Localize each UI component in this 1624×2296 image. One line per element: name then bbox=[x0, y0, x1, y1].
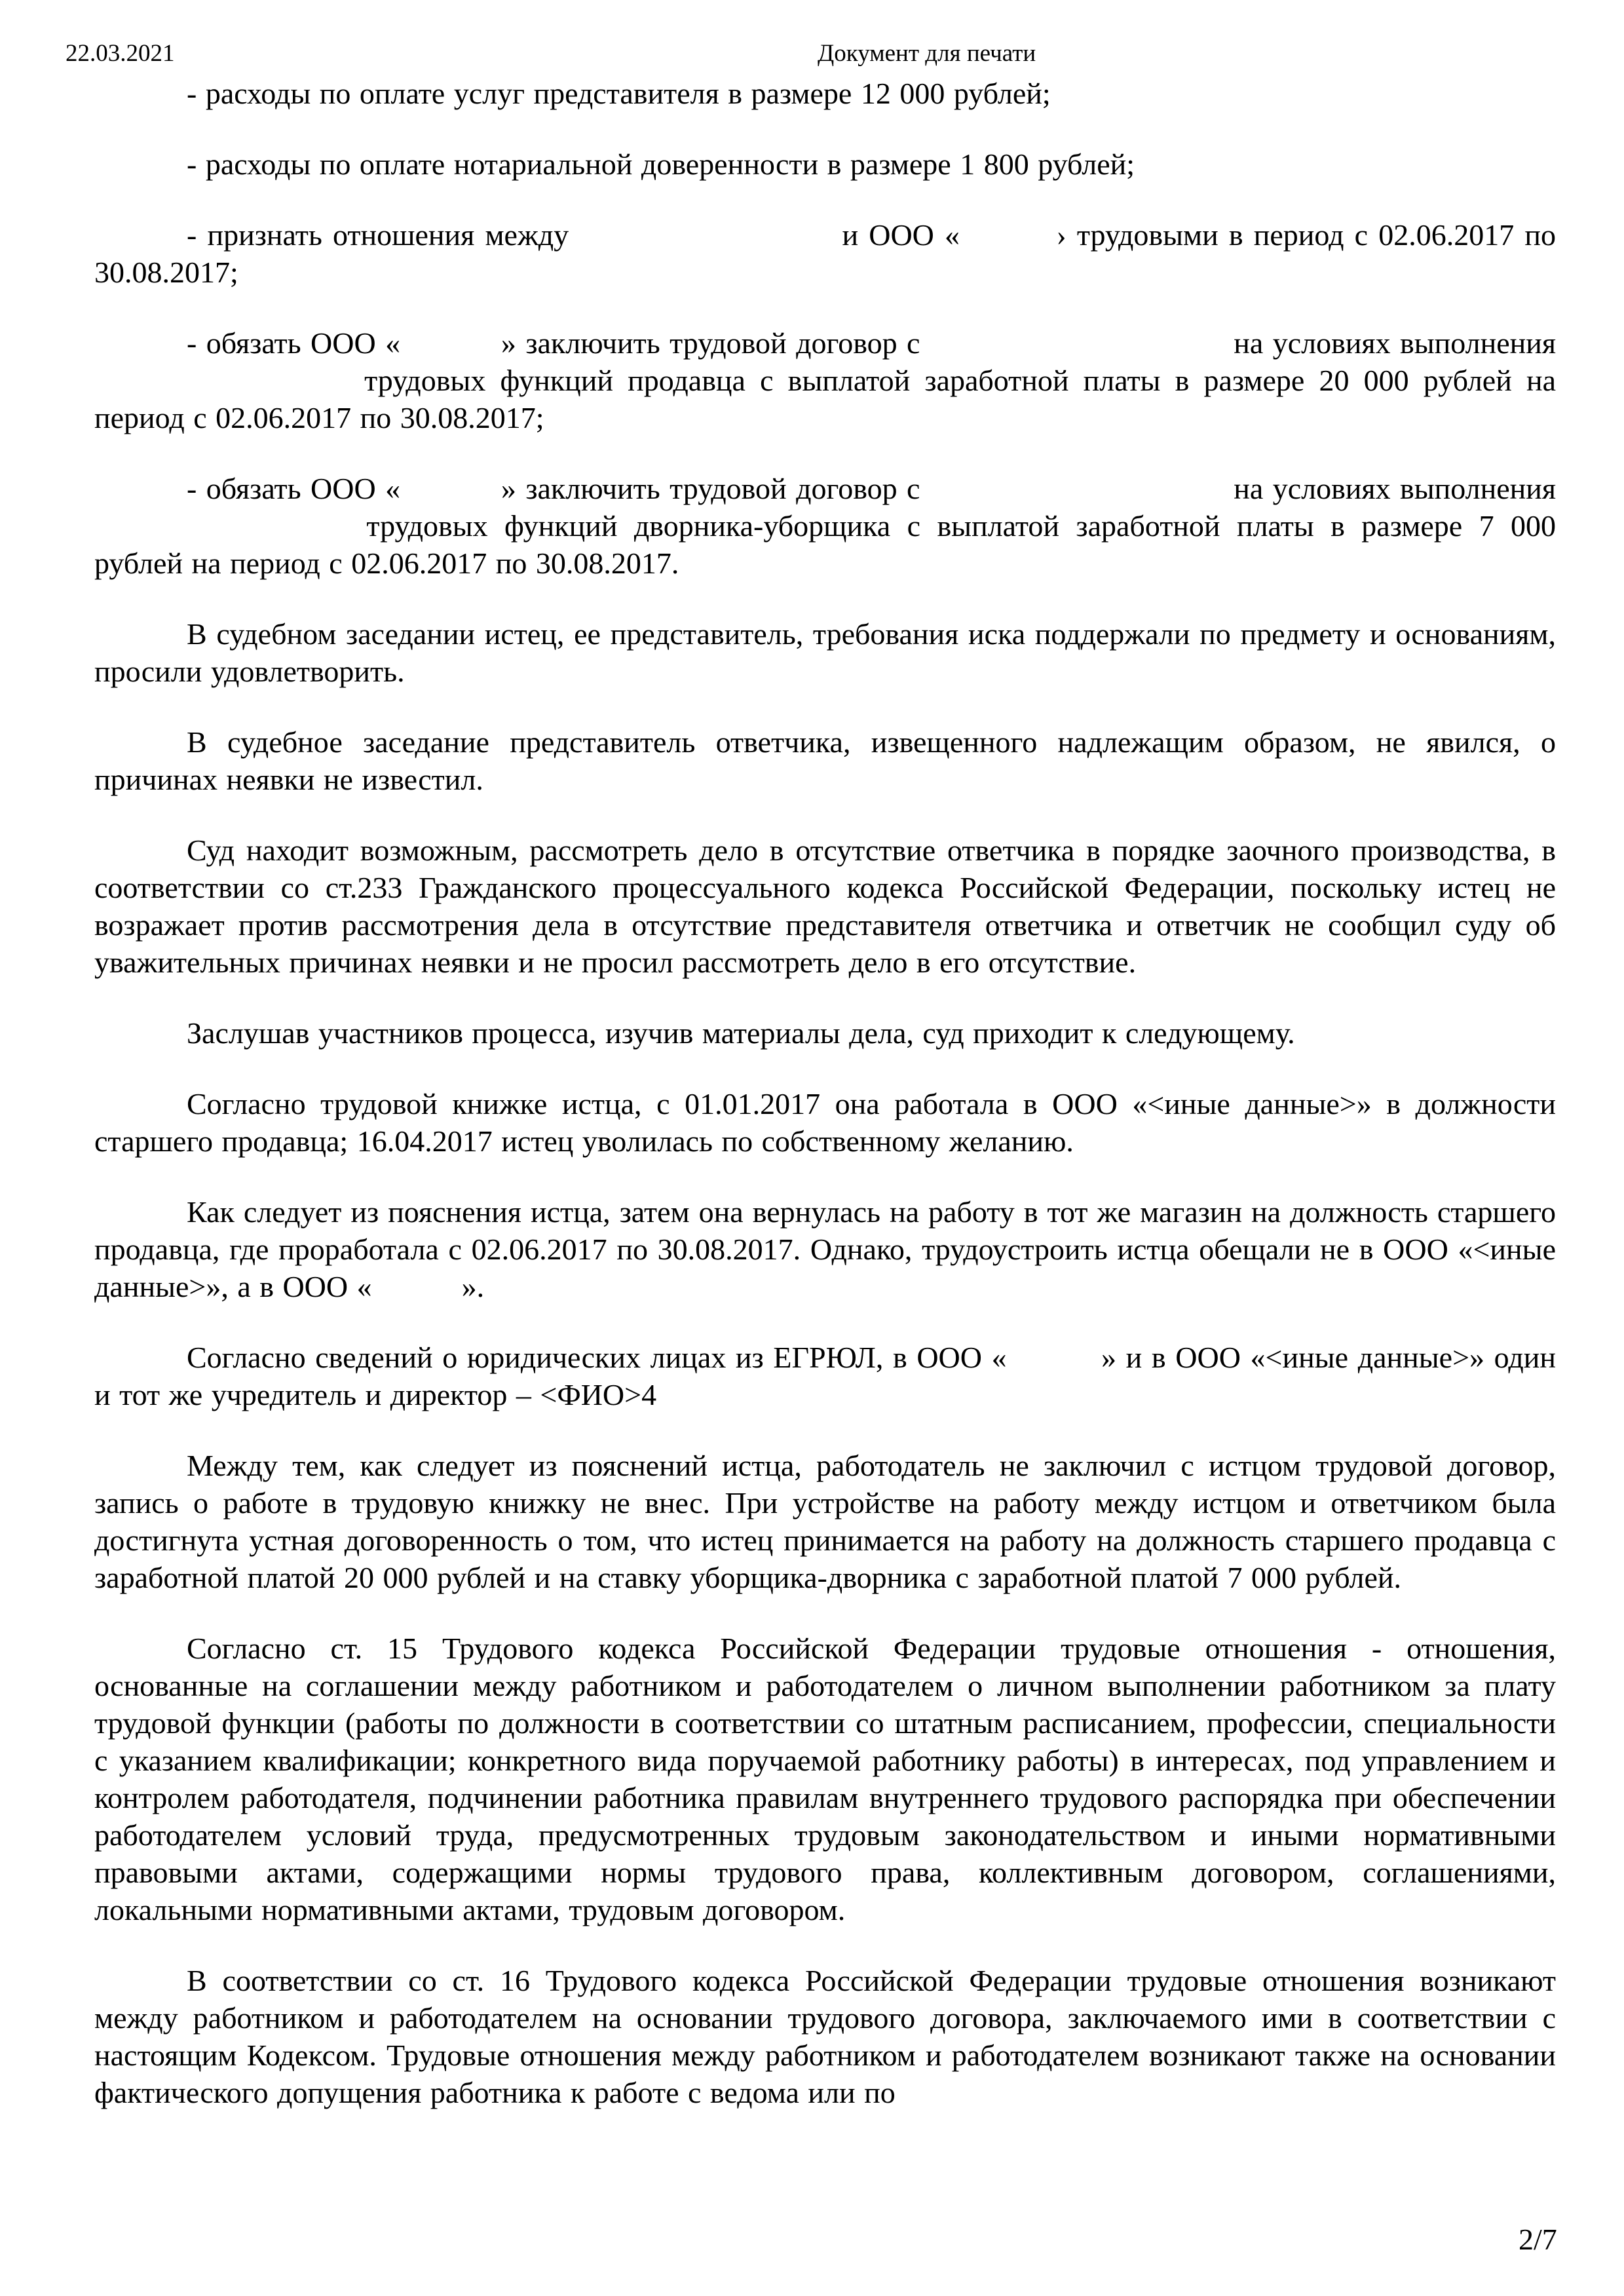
paragraph bbox=[94, 145, 1556, 183]
paragraph bbox=[94, 832, 1556, 981]
paragraph bbox=[94, 1447, 1556, 1596]
paragraph bbox=[94, 75, 1556, 112]
redacted-blank bbox=[94, 389, 350, 391]
paragraph-text-run: Суд находит возможным, рассмотреть дело в отсутствие ответчика в порядке заочного производства, в соответствии со ст.233 Гражданского процессуального кодекса Российской Федерации, поскольку истец не возражает против рассмотрения дела в отсутствие представителя ответчика и ответчик не сообщил суду об уважительных причинах неявки и не просил рассмотреть дело в его отсутствие. bbox=[94, 833, 1556, 979]
redacted-blank bbox=[579, 244, 831, 245]
paragraph-text-run: › трудовыми в период с 02.06.2017 по 30.08.2017; bbox=[94, 218, 1556, 289]
paragraph-text-run: В судебное заседание представитель ответчика, извещенного надлежащим образом, не явился, о причинах неявки не известил. bbox=[94, 725, 1556, 796]
redacted-blank bbox=[1016, 1366, 1091, 1368]
redacted-blank bbox=[930, 497, 1224, 499]
paragraph-text-run: на условиях выполнения bbox=[1224, 472, 1557, 505]
paragraph bbox=[94, 1339, 1556, 1413]
paragraph bbox=[94, 1014, 1556, 1052]
page-number: 2/7 bbox=[1519, 2223, 1557, 2256]
paragraph-text-run: - обязать ООО « bbox=[187, 472, 410, 505]
document-body bbox=[94, 75, 1556, 2145]
paragraph bbox=[94, 470, 1556, 582]
paragraph-text-run: В судебном заседании истец, ее представитель, требования иска поддержали по предмету и основаниям, просили удовлетворить. bbox=[94, 617, 1556, 688]
paragraph-text-run: - обязать ООО « bbox=[187, 326, 410, 360]
paragraph-text-run: » и в ООО «<иные данные>» один и тот же учредитель и директор – <ФИО>4 bbox=[94, 1341, 1556, 1411]
header-title: Документ для печати bbox=[818, 40, 1036, 67]
paragraph bbox=[94, 615, 1556, 690]
redacted-blank bbox=[410, 352, 492, 353]
paragraph-text-run: Согласно трудовой книжке истца, с 01.01.2017 она работала в ООО «<иные данные>» в должности старшего продавца; 16.04.2017 истец уволилась по собственному желанию. bbox=[94, 1087, 1556, 1158]
paragraph-text-run: трудовых функций дворника-уборщика с выплатой заработной платы в размере 7 000 рублей на период с 02.06.2017 по 30.08.2017. bbox=[94, 509, 1556, 580]
paragraph bbox=[94, 324, 1556, 436]
paragraph bbox=[94, 723, 1556, 798]
paragraph-text-run: - расходы по оплате услуг представителя в размере 12 000 рублей; bbox=[187, 77, 1051, 110]
paragraph-text-run: и ООО « bbox=[831, 218, 971, 252]
paragraph-text-run: на условиях выполнения bbox=[1224, 326, 1557, 360]
paragraph bbox=[94, 1085, 1556, 1160]
paragraph-text-run: Заслушав участников процесса, изучив материалы дела, суд приходит к следующему. bbox=[187, 1016, 1295, 1050]
paragraph-text-run: трудовых функций продавца с выплатой заработной платы в размере 20 000 рублей на период с 02.06.2017 по 30.08.2017; bbox=[94, 364, 1556, 434]
paragraph-text-run: - расходы по оплате нотариальной доверенности в размере 1 800 рублей; bbox=[187, 147, 1135, 181]
redacted-blank bbox=[410, 497, 492, 499]
paragraph-text-run: Согласно ст. 15 Трудового кодекса Российской Федерации трудовые отношения - отношения, основанные на соглашении между работником и работодателем о личном выполнении работником за плату трудовой функции (работы по должности в соответствии со штатным расписанием, профессии, специальности с указанием квалификации; конкретного вида поручаемой работнику работы) в интересах, под управлением и контролем работодателя, подчинении работника правилам внутреннего трудового распорядка при обеспечении работодателем условий труда, предусмотренных трудовым законодательством и иными нормативными правовыми актами, содержащими нормы трудового права, коллективным договором, соглашениями, локальными нормативными актами, трудовым договором. bbox=[94, 1632, 1556, 1926]
paragraph-text-run: В соответствии со ст. 16 Трудового кодекса Российской Федерации трудовые отношения возникают между работником и работодателем на основании трудового договора, заключаемого ими в соответствии с настоящим Кодексом. Трудовые отношения между работником и работодателем возникают также на основании фактического допущения работника к работе с ведома или по bbox=[94, 1964, 1556, 2109]
redacted-blank bbox=[94, 535, 350, 536]
paragraph-text-run: » заключить трудовой договор с bbox=[491, 472, 930, 505]
paragraph bbox=[94, 216, 1556, 291]
paragraph-text-run: Согласно сведений о юридических лицах из ЕГРЮЛ, в ООО « bbox=[187, 1341, 1017, 1374]
paragraph bbox=[94, 1193, 1556, 1305]
paragraph-text-run: - признать отношения между bbox=[187, 218, 580, 252]
paragraph-text-run: ». bbox=[453, 1270, 485, 1303]
paragraph bbox=[94, 1962, 1556, 2111]
paragraph bbox=[94, 1630, 1556, 1928]
paragraph-text-run: » заключить трудовой договор с bbox=[491, 326, 930, 360]
paragraph-text-run: Между тем, как следует из пояснений истца, работодатель не заключил с истцом трудовой договор, запись о работе в трудовую книжку не внес. При устройстве на работу между истцом и ответчиком была достигнута устная договоренность о том, что истец принимается на работу на должность старшего продавца с заработной платой 20 000 рублей и на ставку уборщика-дворника с заработной платой 7 000 рублей. bbox=[94, 1449, 1556, 1594]
redacted-blank bbox=[381, 1295, 453, 1297]
redacted-blank bbox=[970, 244, 1046, 245]
paragraph-text-run: Как следует из пояснения истца, затем она вернулась на работу в тот же магазин на должность старшего продавца, где проработала с 02.06.2017 по 30.08.2017. Однако, трудоустроить истца обещали не в ООО «<иные данные>», а в ООО « bbox=[94, 1195, 1556, 1303]
header-date: 22.03.2021 bbox=[66, 40, 175, 67]
redacted-blank bbox=[930, 352, 1224, 353]
